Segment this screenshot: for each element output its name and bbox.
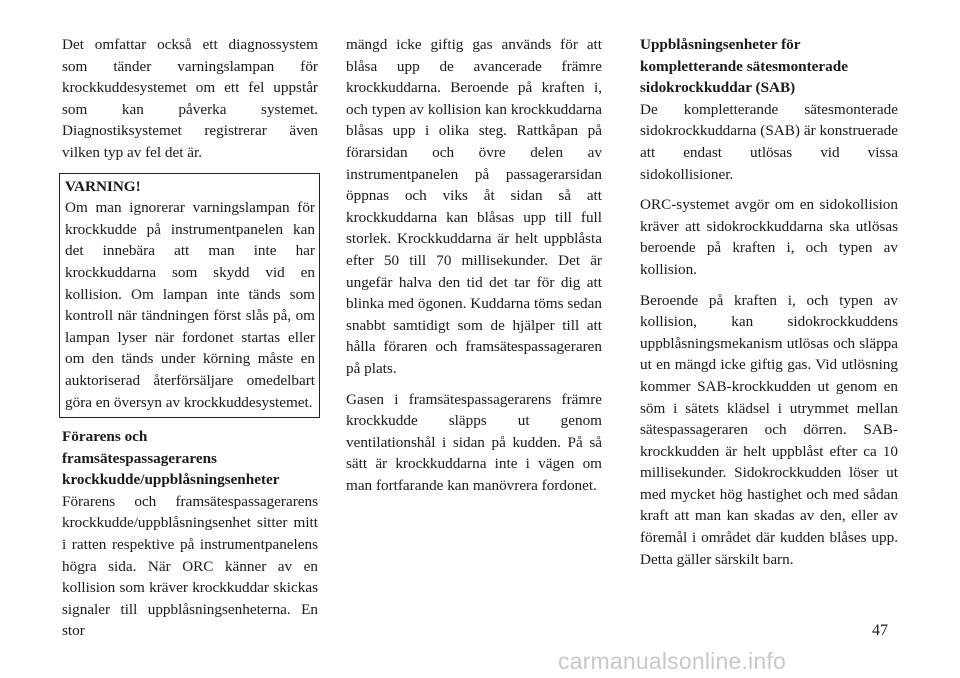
section-heading-sab-line2: kompletterande sätesmonterade — [640, 57, 848, 75]
orc-paragraph: ORC-systemet avgör om en sidokollision kräver att sidokrockkuddarna ska utlösas beroende på kraften i, och typen av kollision. — [640, 196, 898, 278]
column-left — [62, 34, 318, 651]
sab-intro-paragraph: De kompletterande sätesmonterade sidokrockkuddarna (SAB) är konstruerade att endast utlösas vid vissa sidokollisioner. — [640, 100, 898, 183]
sab-deployment-paragraph: Beroende på kraften i, och typen av kollision, kan sidokrockkuddens uppblåsningsmekanism utlösas och släppa ut en mängd icke giftig gas. Vid utlösning kommer SAB-krockkudden ut genom en söm i sätets klädsel i utrymmet mellan sätespassageraren och dörren. SAB-krockkudden är helt uppblåst efter ca 10 millisekunder. Sidokrockkudden löser ut med mycket hög hastighet och med sådan kraft att man kan skadas av den, eller av föremål i området där kudden blåses upp. Detta gäller särskilt barn. — [640, 291, 898, 568]
section-heading-driver-airbag-line1: Förarens och — [62, 428, 148, 446]
section-heading-sab-line1: Uppblåsningsenheter för — [640, 36, 801, 53]
page-number: 47 — [872, 622, 888, 639]
warning-box — [59, 173, 320, 419]
warning-text: Om man ignorerar varningslampan för krockkudde på instrumentpanelen kan det innebära att man inte har krockkuddarna som skydd vid en kollision. Om lampan inte tänds som kontroll när tändningen först slås på, om lampan lyser när fordonet startas eller om den tänds under körning måste en auktoriserad återförsäljare omedelbart göra en översyn av krockkuddesystemet. — [65, 199, 315, 411]
warning-title: VARNING! — [65, 177, 141, 195]
inflation-paragraph: mängd icke giftig gas används för att blåsa upp de avancerade främre krockkuddarna. Beroende på kraften i, och typen av kollision kan krockkuddarna blåsas upp i olika steg. Rattkåpan på förarsidan och övre delen av instrumentpanelen på passagerarsidan öppnas och viks åt sidan så att krockkuddarna kan blåsas upp till full storlek. Krockkuddarna är helt uppblåsta efter 50 till 70 millisekunder. Det är ungefär halva den tid det tar för dig att blinka med ögonen. Kuddarna töms sedan snabbt samtidigt som de hjälper till att hålla föraren och framsätespassageraren på plats. — [346, 36, 602, 377]
section-heading-driver-airbag-line3: krockkudde/uppblåsningsenheter — [62, 471, 280, 489]
watermark: carmanualsonline.info — [558, 648, 786, 674]
section-heading-driver-airbag-line2: framsätespassagerarens — [62, 449, 217, 467]
column-right — [640, 34, 898, 579]
gas-venting-paragraph: Gasen i framsätespassagerarens främre krockkudde släpps ut genom ventilationshål i sidan på kudden. På så sätt är krockkuddarna inte i vägen om man fortfarande kan manövrera fordonet. — [346, 390, 602, 494]
driver-airbag-paragraph: Förarens och framsätespassagerarens krockkudde/uppblåsningsenhet sitter mitt i ratten respektive på instrumentpanelens högra sida. När ORC känner av en kollision som kräver krockkuddar skickas signaler till uppblåsningsenheterna. En stor — [62, 492, 318, 640]
intro-paragraph: Det omfattar också ett diagnossystem som tänder varningslampan för krockkuddesystemet om ett fel uppstår som kan påverka systemet. Diagnostiksystemet registrerar även vilken typ av fel det är. — [62, 36, 318, 161]
column-middle — [346, 34, 602, 505]
section-heading-sab-line3: sidokrockkuddar (SAB) — [640, 79, 796, 97]
